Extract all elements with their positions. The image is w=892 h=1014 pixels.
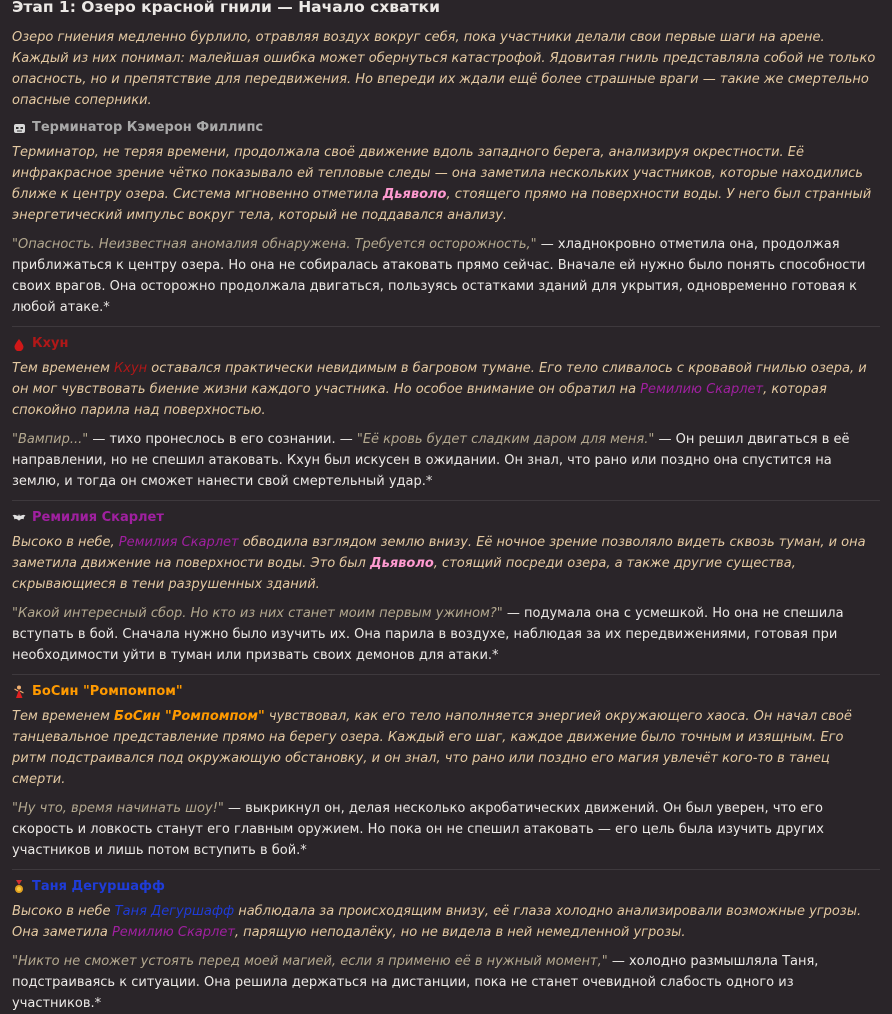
quote: "Какой интересный сбор. Но кто из них станет моим первым ужином?" [12,606,503,621]
section-khun [12,334,880,501]
quote: "Её кровь будет сладким даром для меня." [356,432,655,447]
section-remilia [12,508,880,675]
dialogue: "Какой интересный сбор. Но кто из них станет моим первым ужином?" — подумала она с усмешкой. Но она не спешила вступать в бой. Сначала нужно было изучить их. Она парила в воздухе, наблюдая за их передвижениями, готовая при необходимости уйти в туман или призвать своих демонов для атаки.* [12,606,844,663]
narration: Высоко в небе Таня Дегуршафф наблюдала за происходящим внизу, её глаза холодно анализировали возможные угрозы. Она заметила Ремилию Скарлет, парящую неподалёку, но не видела в ней немедленной угрозы. [12,904,862,940]
dialogue: "Никто не сможет устоять перед моей магией, если я применю её в нужный момент," — холодно размышляла Таня, подстраиваясь к ситуации. Она решила держаться на дистанции, пока не станет очевидной слабость одного из участников.* [12,954,819,1011]
narration: Высоко в небе, Ремилия Скарлет обводила взглядом землю внизу. Её ночное зрение позволяло видеть сквозь туман, и она заметила движение на поверхности воды. Это был Дьяволо, стоящий посреди озера, а также другие существа, скрывающиеся в тени разрушенных зданий. [12,535,866,592]
character-header [12,682,880,702]
bat-icon [12,511,26,525]
name-remilia: Ремилию Скарлет [111,925,235,940]
character-header [12,877,880,897]
name-diavolo: Дьяволо [382,187,447,202]
narration: Тем временем БоСин "Ромпомпом" чувствовал, как его тело наполняется энергией окружающего хаоса. Он начал своё танцевальное представление прямо на берегу озера. Каждый его шаг, каждое движение было точным и изящным. Его ритм подстраивался под окружающую обстановку, и он знал, что рано или поздно его магия увлечёт кого-то в танец смерти. [12,709,852,787]
character-name: БоСин "Ромпомпом" [32,684,183,699]
quote: "Ну что, время начинать шоу!" [12,801,224,816]
character-header [12,118,880,138]
name-remilia: Ремилия Скарлет [118,535,239,550]
quote: "Опасность. Неизвестная аномалия обнаружена. Требуется осторожность," [12,237,537,252]
name-tanya: Таня Дегуршафф [114,904,235,919]
section-bosin [12,682,880,870]
quote: "Вампир..." [12,432,89,447]
character-name: Терминатор Кэмерон Филлипс [32,120,264,135]
stage-title: Этап 1: Озеро красной гнили — Начало схватки [12,0,440,16]
blood-drop-icon [12,337,26,351]
dialogue: "Ну что, время начинать шоу!" — выкрикнул он, делая несколько акробатических движений. Он был уверен, что его скорость и ловкость станут его главным оружием. Но пока он не спешил атаковать — его цель была изучить других участников и лишь потом вступить в бой.* [12,801,824,858]
dialogue: "Вампир..." — тихо пронеслось в его сознании. — "Её кровь будет сладким даром для меня." — Он решил двигаться в её направлении, но не спешил атаковать. Кхун был искусен в ожидании. Он знал, что рано или поздно она спустится на землю, и тогда он сможет нанести свой смертельный удар.* [12,432,850,489]
narration: Тем временем Кхун оставался практически невидимым в багровом тумане. Его тело сливалось с кровавой гнилью озера, и он мог чувствовать биение жизни каждого участника. Но особое внимание он обратил на Ремилию Скарлет, которая спокойно парила над поверхностью. [12,361,867,418]
robot-face-icon [12,121,26,135]
character-name: Таня Дегуршафф [32,879,165,894]
name-khun: Кхун [114,361,148,376]
name-bosin: БоСин "Ромпомпом" [114,709,265,724]
dancer-icon [12,685,26,699]
quote: "Никто не сможет устоять перед моей магией, если я применю её в нужный момент," [12,954,608,969]
intro-text: Озеро гниения медленно бурлило, отравляя воздух вокруг себя, пока участники делали свои первые шаги на арене. Каждый из них понимал: малейшая ошибка может обернуться катастрофой. Ядовитая гниль представляла собой не только опасность, но и препятствие для передвижения. Но впереди их ждали ещё более страшные враги — такие же смертельно опасные соперники. [12,30,876,108]
character-header [12,508,880,528]
dialogue: "Опасность. Неизвестная аномалия обнаружена. Требуется осторожность," — хладнокровно отметила она, продолжая приближаться к центру озера. Но она не собиралась атаковать прямо сейчас. Вначале ей нужно было понять способности своих врагов. Она осторожно продолжала двигаться, пользуясь остатками зданий для укрытия, одновременно готовая к любой атаке.* [12,237,866,315]
section-tanya [12,877,880,1014]
name-remilia: Ремилию Скарлет [640,382,764,397]
name-diavolo: Дьяволо [370,556,434,571]
character-name: Кхун [32,336,69,351]
medal-icon [12,880,26,894]
character-header [12,334,880,354]
section-terminator [12,118,880,327]
character-name: Ремилия Скарлет [32,510,164,525]
narration: Терминатор, не теряя времени, продолжала своё движение вдоль западного берега, анализируя окрестности. Её инфракрасное зрение чётко показывало ей тепловые следы — она заметила нескольких участников, которые находились ближе к центру озера. Система мгновенно отметила Дьяволо, стоящего прямо на поверхности воды. У него был странный энергетический импульс вокруг тела, который не поддавался анализу. [12,145,872,223]
